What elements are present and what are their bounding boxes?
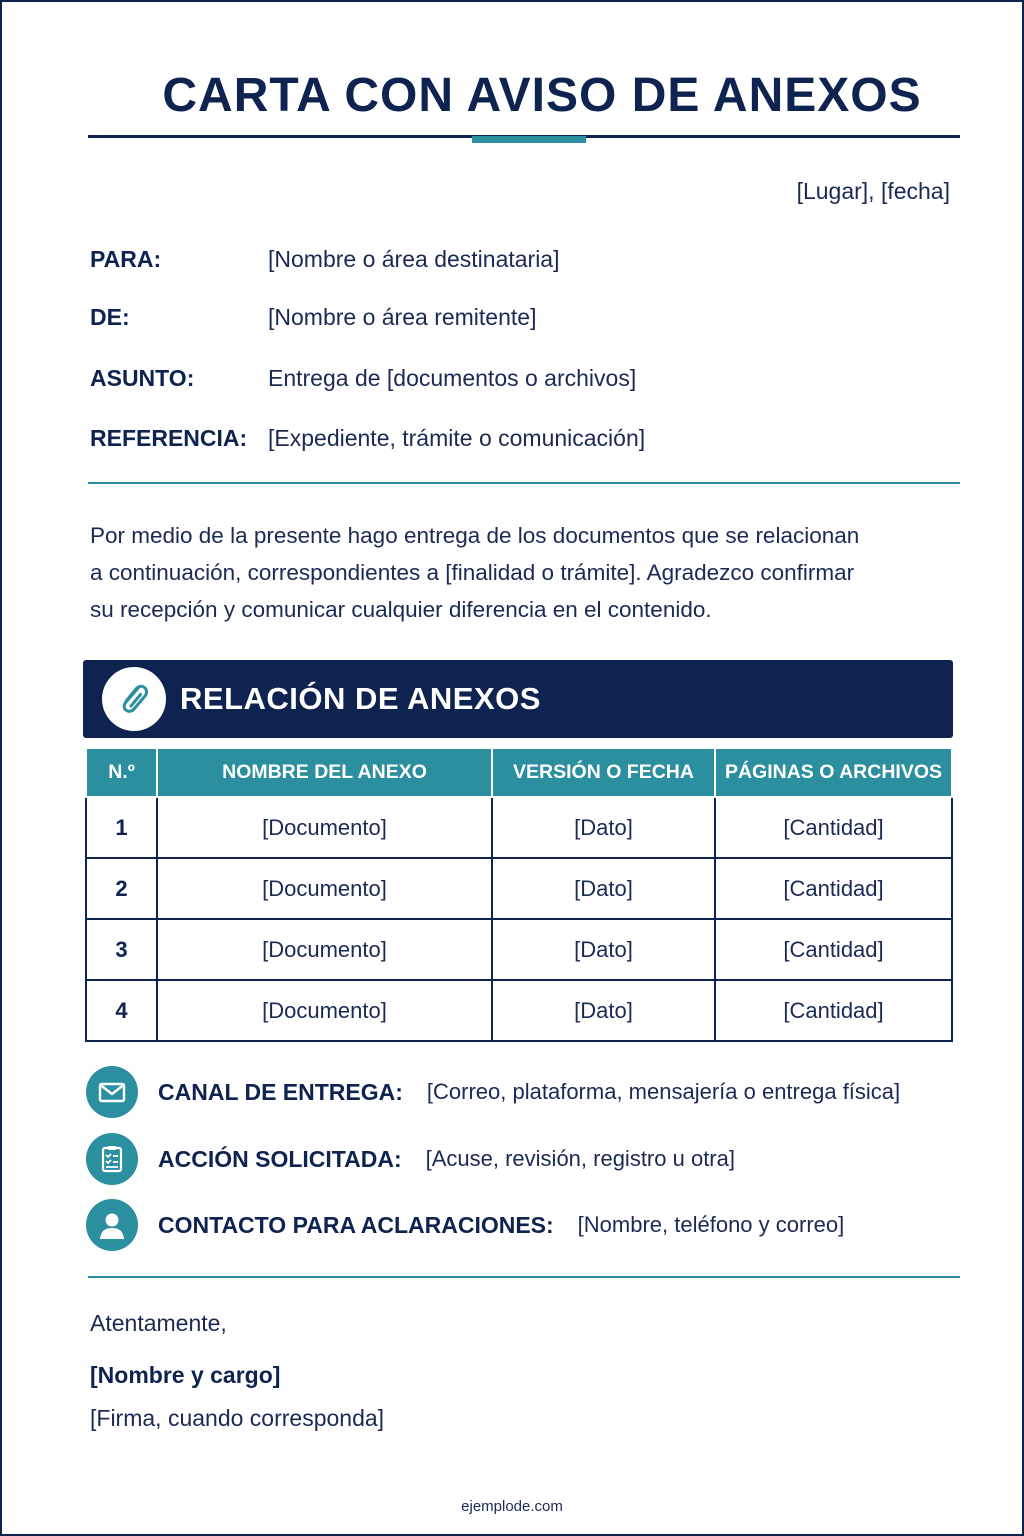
cell-quantity: [Cantidad] xyxy=(715,919,952,980)
field-value: [Nombre o área remitente] xyxy=(268,304,537,330)
field-value: [Nombre o área destinataria] xyxy=(268,246,560,272)
cell-number: 4 xyxy=(86,980,157,1041)
body-line: su recepción y comunicar cualquier diferencia en el contenido. xyxy=(90,597,712,622)
footer-site: ejemplode.com xyxy=(461,1498,563,1515)
info-value: [Nombre, teléfono y correo] xyxy=(577,1212,845,1237)
field-asunto xyxy=(90,365,636,392)
info-label: CONTACTO PARA ACLARACIONES: xyxy=(158,1211,554,1238)
page-title: CARTA CON AVISO DE ANEXOS xyxy=(162,69,922,122)
cell-quantity: [Cantidad] xyxy=(715,980,952,1041)
body-line: a continuación, correspondientes a [finalidad o trámite]. Agradezco confirmar xyxy=(90,560,855,585)
cell-document: [Documento] xyxy=(157,797,492,858)
col-header-pages: PÁGINAS O ARCHIVOS xyxy=(715,748,952,797)
table-row xyxy=(86,858,952,919)
field-de xyxy=(90,304,536,331)
field-value: [Expediente, trámite o comunicación] xyxy=(268,425,646,451)
cell-number: 1 xyxy=(86,797,157,858)
col-header-name: NOMBRE DEL ANEXO xyxy=(157,748,492,797)
info-value: [Correo, plataforma, mensajería o entrega física] xyxy=(426,1079,901,1104)
cell-date: [Dato] xyxy=(492,980,715,1041)
signature-line: [Firma, cuando corresponda] xyxy=(90,1405,385,1431)
cell-date: [Dato] xyxy=(492,919,715,980)
field-para xyxy=(90,246,560,273)
info-requested-action xyxy=(86,1133,735,1185)
place-date: [Lugar], [fecha] xyxy=(796,178,950,204)
info-contact xyxy=(86,1199,844,1251)
table-row xyxy=(86,980,952,1041)
table-row xyxy=(86,919,952,980)
col-header-version: VERSIÓN O FECHA xyxy=(492,748,715,797)
annex-table xyxy=(85,747,953,1042)
info-label: CANAL DE ENTREGA: xyxy=(158,1078,403,1105)
field-label: PARA: xyxy=(90,246,162,272)
body-line: Por medio de la presente hago entrega de los documentos que se relacionan xyxy=(90,523,860,548)
cell-date: [Dato] xyxy=(492,797,715,858)
cell-quantity: [Cantidad] xyxy=(715,797,952,858)
title-accent-bar xyxy=(472,136,586,143)
signer-name: [Nombre y cargo] xyxy=(90,1362,281,1388)
envelope-icon xyxy=(86,1066,138,1118)
closing-salutation: Atentamente, xyxy=(90,1310,227,1336)
cell-document: [Documento] xyxy=(157,919,492,980)
field-label: DE: xyxy=(90,304,130,330)
table-row xyxy=(86,797,952,858)
info-label: ACCIÓN SOLICITADA: xyxy=(158,1145,402,1172)
paperclip-icon xyxy=(102,667,166,731)
cell-number: 2 xyxy=(86,858,157,919)
col-header-number: N.º xyxy=(86,748,157,797)
body-paragraph xyxy=(90,517,920,628)
info-delivery-channel xyxy=(86,1066,900,1118)
cell-number: 3 xyxy=(86,919,157,980)
closing-divider xyxy=(88,1276,960,1278)
field-label: REFERENCIA: xyxy=(90,425,248,451)
field-referencia xyxy=(90,425,645,452)
cell-date: [Dato] xyxy=(492,858,715,919)
section-title: RELACIÓN DE ANEXOS xyxy=(180,681,541,716)
clipboard-checklist-icon xyxy=(86,1133,138,1185)
annex-section-banner xyxy=(83,660,953,738)
table-header-row xyxy=(86,748,952,797)
section-divider xyxy=(88,482,960,484)
info-value: [Acuse, revisión, registro u otra] xyxy=(425,1146,735,1171)
user-icon xyxy=(86,1199,138,1251)
cell-quantity: [Cantidad] xyxy=(715,858,952,919)
cell-document: [Documento] xyxy=(157,980,492,1041)
field-label: ASUNTO: xyxy=(90,365,195,391)
cell-document: [Documento] xyxy=(157,858,492,919)
field-value: Entrega de [documentos o archivos] xyxy=(268,365,637,391)
